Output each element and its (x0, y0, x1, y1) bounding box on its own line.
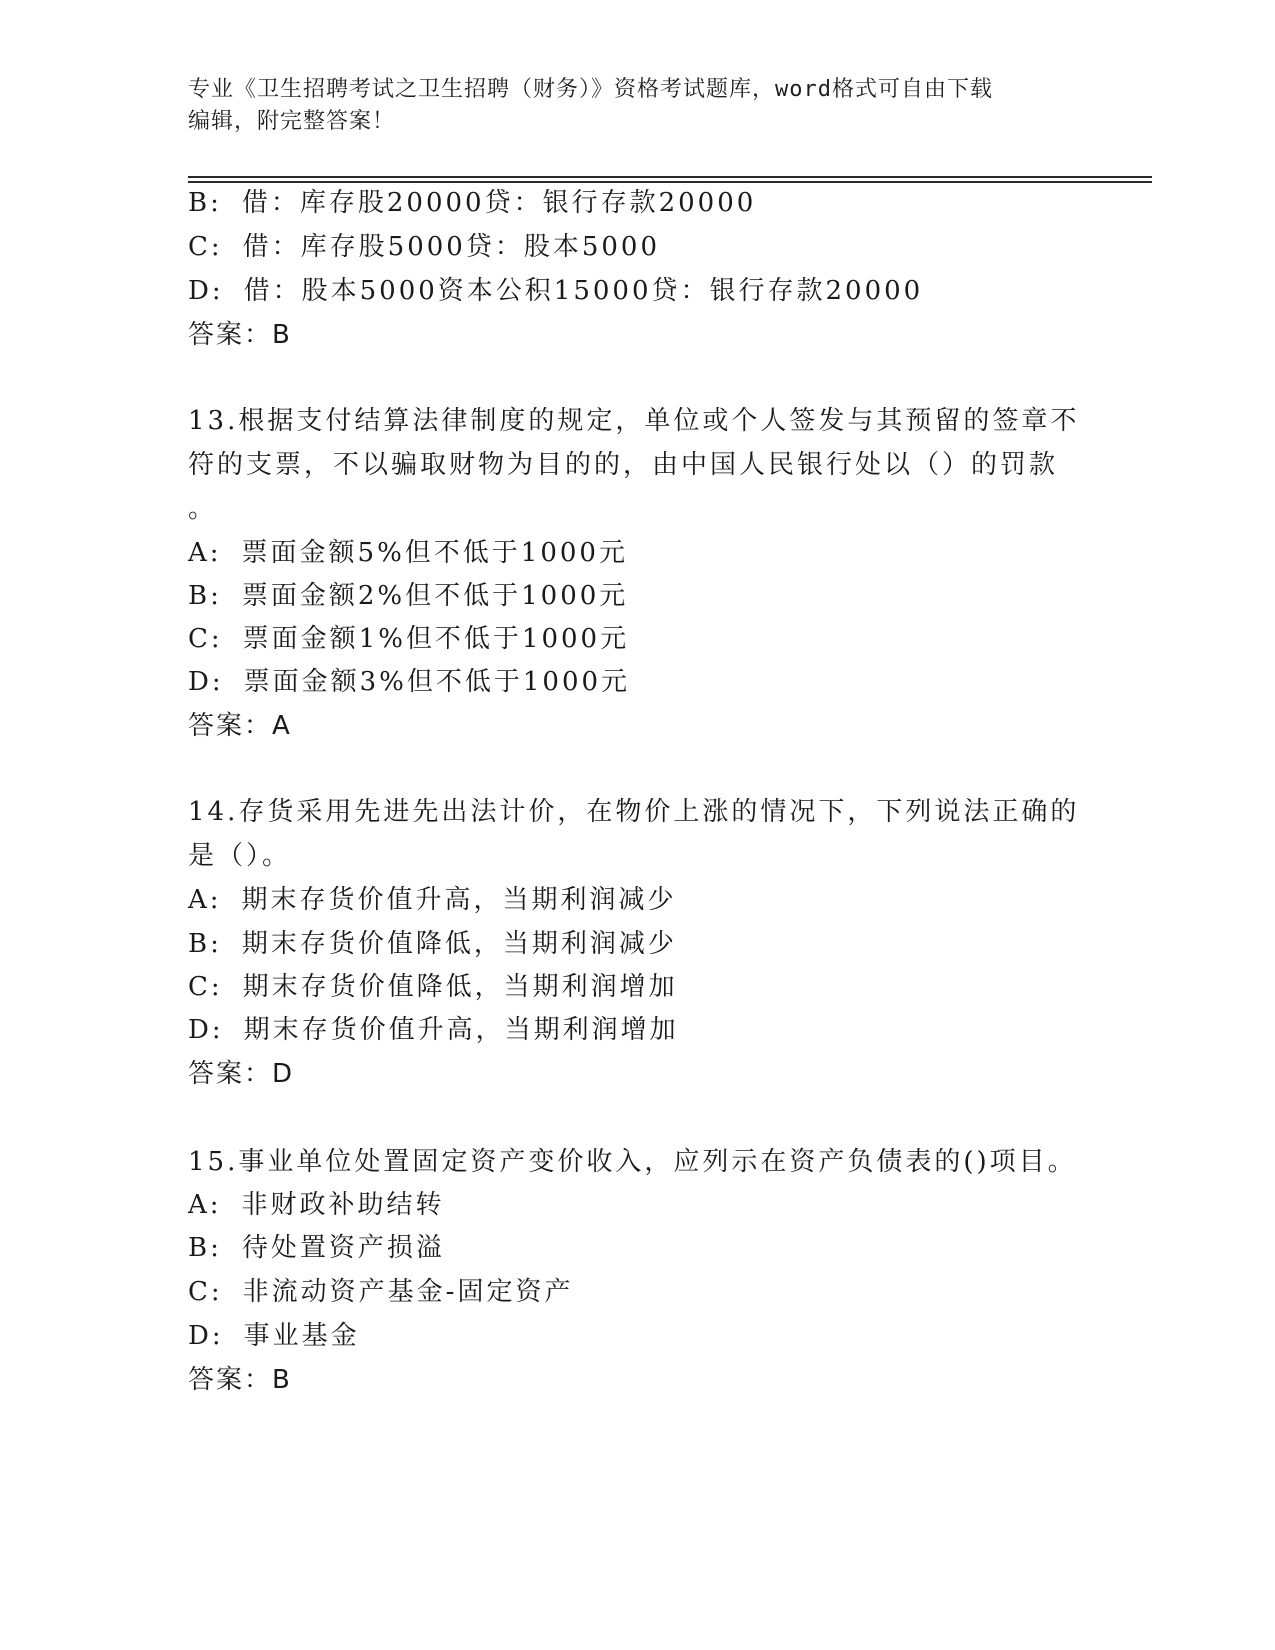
q12-option-d (188, 275, 923, 307)
header-line-2: 编辑，附完整答案！ (188, 109, 396, 134)
q14-option-b (188, 928, 677, 960)
q12-option-b (188, 187, 756, 219)
option-letter: B: (188, 1233, 222, 1263)
q15-option-d (188, 1320, 360, 1352)
q13-stem-line-3: 。 (188, 494, 218, 524)
option-letter: D: (188, 276, 224, 306)
option-letter: C: (188, 1277, 223, 1307)
q14-option-a (188, 884, 677, 916)
q13-answer: 答案：A (188, 711, 292, 741)
q13-stem-line-2: 符的支票，不以骗取财物为目的的，由中国人民银行处以（）的罚款 (188, 450, 1059, 480)
option-text: 事业基金 (243, 1321, 360, 1351)
option-letter: C: (188, 232, 223, 262)
option-letter: C: (188, 624, 223, 654)
option-letter: A: (188, 1190, 222, 1220)
header-divider-top (188, 176, 1152, 178)
option-letter: D: (188, 1015, 224, 1045)
q12-option-c (188, 231, 660, 263)
q15-stem-line-1: 15.事业单位处置固定资产变价收入，应列示在资产负债表的()项目。 (188, 1147, 1077, 1177)
option-letter: D: (188, 667, 224, 697)
q13-option-d (188, 666, 630, 698)
option-text: 票面金额3%但不低于1000元 (243, 667, 631, 697)
q14-option-c (188, 971, 678, 1003)
option-text: 借：股本5000资本公积15000贷：银行存款20000 (243, 276, 924, 306)
option-text: 票面金额5%但不低于1000元 (241, 538, 628, 568)
option-letter: B: (188, 188, 222, 218)
option-letter: A: (188, 885, 222, 915)
option-text: 期末存货价值降低，当期利润减少 (241, 929, 677, 959)
option-text: 借：库存股5000贷：股本5000 (242, 232, 660, 262)
q14-answer: 答案：D (188, 1059, 295, 1089)
q12-answer: 答案：B (188, 320, 292, 350)
option-letter: B: (188, 929, 222, 959)
option-text: 借：库存股20000贷：银行存款20000 (241, 188, 757, 218)
header-divider-bottom (188, 181, 1152, 183)
option-text: 票面金额1%但不低于1000元 (242, 624, 630, 654)
option-text: 期末存货价值升高，当期利润增加 (243, 1015, 679, 1045)
option-text: 期末存货价值升高，当期利润减少 (241, 885, 677, 915)
option-text: 票面金额2%但不低于1000元 (241, 581, 629, 611)
q15-option-b (188, 1232, 445, 1264)
header-line-1: 专业《卫生招聘考试之卫生招聘（财务）》资格考试题库，word格式可自由下载 (188, 77, 993, 102)
q15-option-a (188, 1189, 445, 1221)
option-letter: A: (188, 538, 222, 568)
option-text: 非财政补助结转 (241, 1190, 445, 1220)
option-letter: D: (188, 1321, 224, 1351)
document-header (188, 74, 1088, 138)
option-letter: B: (188, 581, 222, 611)
q13-option-b (188, 580, 628, 612)
option-letter: C: (188, 972, 223, 1002)
q14-option-d (188, 1014, 679, 1046)
option-text: 期末存货价值降低，当期利润增加 (242, 972, 678, 1002)
q14-stem-line-1: 14.存货采用先进先出法计价，在物价上涨的情况下，下列说法正确的 (188, 797, 1080, 827)
q13-option-a (188, 537, 628, 569)
option-text: 待处置资产损溢 (241, 1233, 445, 1263)
q13-stem-line-1: 13.根据支付结算法律制度的规定，单位或个人签发与其预留的签章不 (188, 406, 1080, 436)
q14-stem-line-2: 是（）。 (188, 841, 292, 871)
q15-answer: 答案：B (188, 1365, 292, 1395)
q13-option-c (188, 623, 629, 655)
q15-option-c (188, 1276, 573, 1308)
option-text: 非流动资产基金-固定资产 (242, 1277, 574, 1307)
